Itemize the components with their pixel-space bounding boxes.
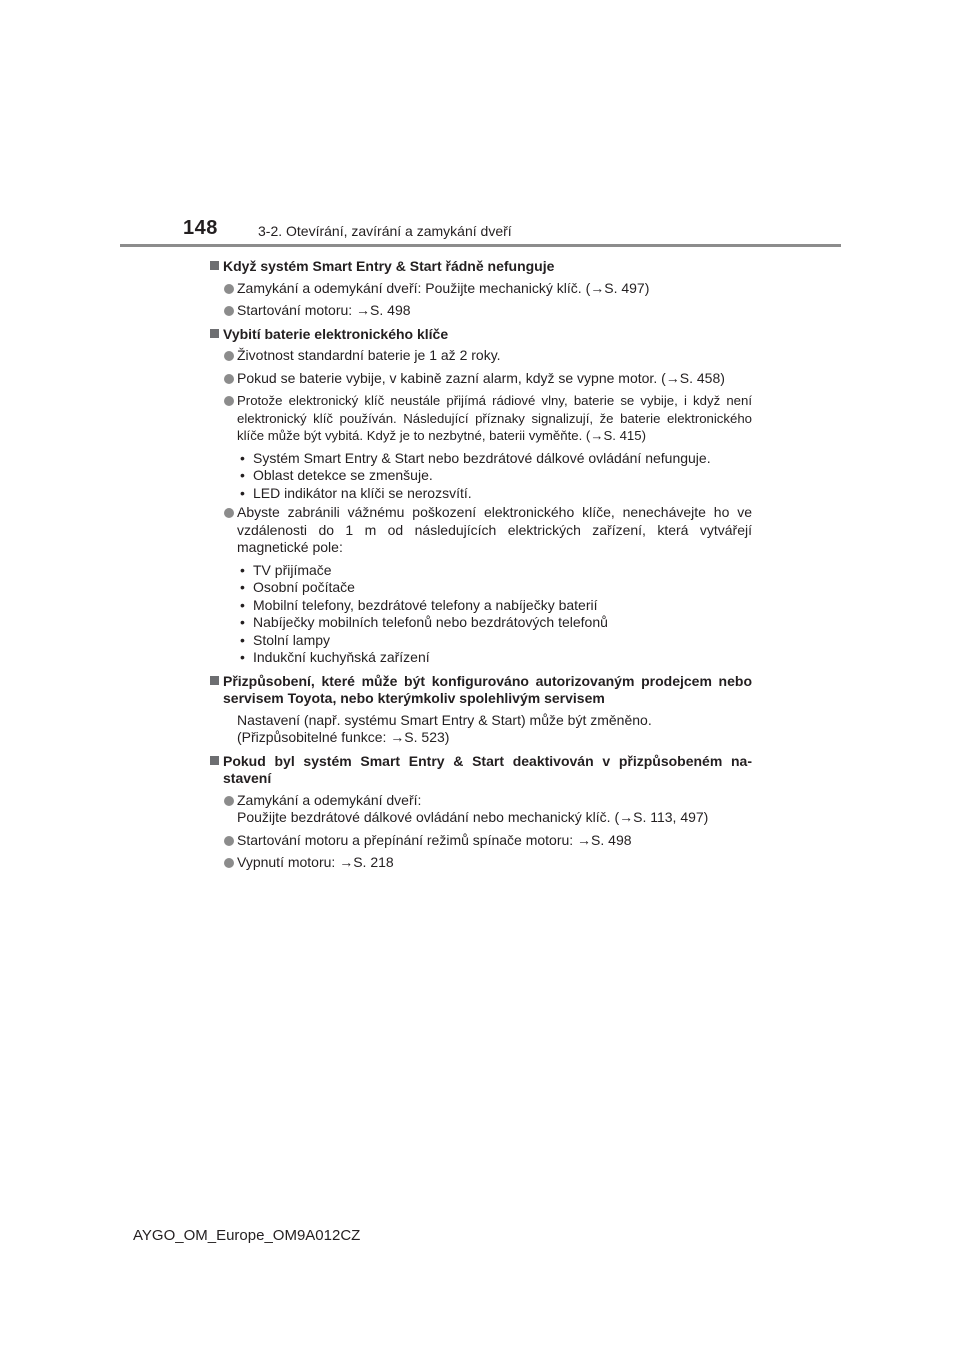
item-text: Použijte bezdrátové dálkové ovládání nebo mechanický klíč. (→S. 113, 497) [237, 809, 709, 825]
section-title: Pokud byl systém Smart Entry & Start deaktivován v přizpůsobeném na- stavení [223, 752, 752, 786]
section-heading [210, 753, 752, 788]
list-item [210, 280, 752, 298]
circle-bullet-icon [224, 508, 234, 518]
section-heading [210, 326, 752, 344]
paragraph-line: (Přizpůsobitelné funkce: →S. 523) [237, 729, 450, 745]
circle-bullet-icon [224, 796, 234, 806]
list-item [210, 392, 752, 445]
sub-list-item: • Nabíječky mobilních telefonů nebo bezdrátových telefonů [240, 614, 752, 632]
item-text: Startování motoru: →S. 498 [237, 302, 411, 318]
sub-list-item: • Osobní počítače [240, 579, 752, 597]
circle-bullet-icon [224, 396, 234, 406]
circle-bullet-icon [224, 374, 234, 384]
item-text: Abyste zabránili vážnému poškození elektronického klíče, nenechávejte ho ve vzdálenosti do 1 m od následujících elektrických zařízení, která vytvářejí magnetické pole: [237, 504, 752, 555]
sub-list-item: • LED indikátor na klíči se nerozsvítí. [240, 485, 752, 503]
list-item [210, 832, 752, 850]
item-text: Zamykání a odemykání dveří: [237, 791, 422, 808]
list-item [210, 792, 752, 827]
square-bullet-icon [210, 261, 219, 270]
item-text: Startování motoru a přepínání režimů spínače motoru: →S. 498 [237, 831, 632, 848]
circle-bullet-icon [224, 351, 234, 361]
sub-list-item: • TV přijímače [240, 562, 752, 580]
section-title: Přizpůsobení, které může být konfigurováno autorizovaným prodejcem nebo servisem Toyota, nebo kterýmkoliv spolehlivým servisem [223, 672, 752, 706]
paragraph-line: Nastavení (např. systému Smart Entry & Start) může být změněno. [237, 711, 652, 728]
sub-list-item: • Stolní lampy [240, 632, 752, 650]
circle-bullet-icon [224, 836, 234, 846]
item-text: Vypnutí motoru: →S. 218 [237, 854, 394, 870]
paragraph [210, 712, 752, 747]
list-item [210, 370, 752, 388]
item-text: Životnost standardní baterie je 1 až 2 roky. [237, 347, 501, 363]
circle-bullet-icon [224, 284, 234, 294]
chapter-title: 3-2. Otevírání, zavírání a zamykání dveří [258, 223, 512, 239]
section-heading [210, 258, 752, 276]
circle-bullet-icon [224, 306, 234, 316]
sub-list-item: • Mobilní telefony, bezdrátové telefony a nabíječky baterií [240, 597, 752, 615]
sub-list-item: • Systém Smart Entry & Start nebo bezdrátové dálkové ovládání nefunguje. [240, 450, 752, 468]
sub-list-item: • Indukční kuchyňská zařízení [240, 649, 752, 667]
device-list [210, 562, 752, 667]
list-item [210, 302, 752, 320]
square-bullet-icon [210, 756, 219, 765]
list-item [210, 854, 752, 872]
list-item [210, 347, 752, 365]
page-number: 148 [183, 217, 218, 239]
section-heading [210, 673, 752, 708]
square-bullet-icon [210, 676, 219, 685]
page-content [210, 252, 752, 877]
section-title: Když systém Smart Entry & Start řádně nefunguje [223, 258, 555, 274]
section-title: Vybití baterie elektronického klíče [223, 325, 449, 342]
item-text: Protože elektronický klíč neustále přijímá rádiové vlny, baterie se vybije, i když není elektronický klíč používán. Následující příznaky signalizují, že baterie elektronického klíče může být vybitá. Když je to nezbytné, baterii vyměňte. (→S. 415) [237, 393, 752, 443]
item-text: Pokud se baterie vybije, v kabině zazní alarm, když se vypne motor. (→S. 458) [237, 369, 725, 386]
sub-list-item: • Oblast detekce se zmenšuje. [240, 467, 752, 485]
item-text: Zamykání a odemykání dveří: Použijte mechanický klíč. (→S. 497) [237, 279, 650, 296]
list-item [210, 504, 752, 557]
header-rule [120, 244, 841, 247]
circle-bullet-icon [224, 858, 234, 868]
document-code: AYGO_OM_Europe_OM9A012CZ [133, 1227, 361, 1244]
square-bullet-icon [210, 329, 219, 338]
symptom-list [210, 450, 752, 503]
